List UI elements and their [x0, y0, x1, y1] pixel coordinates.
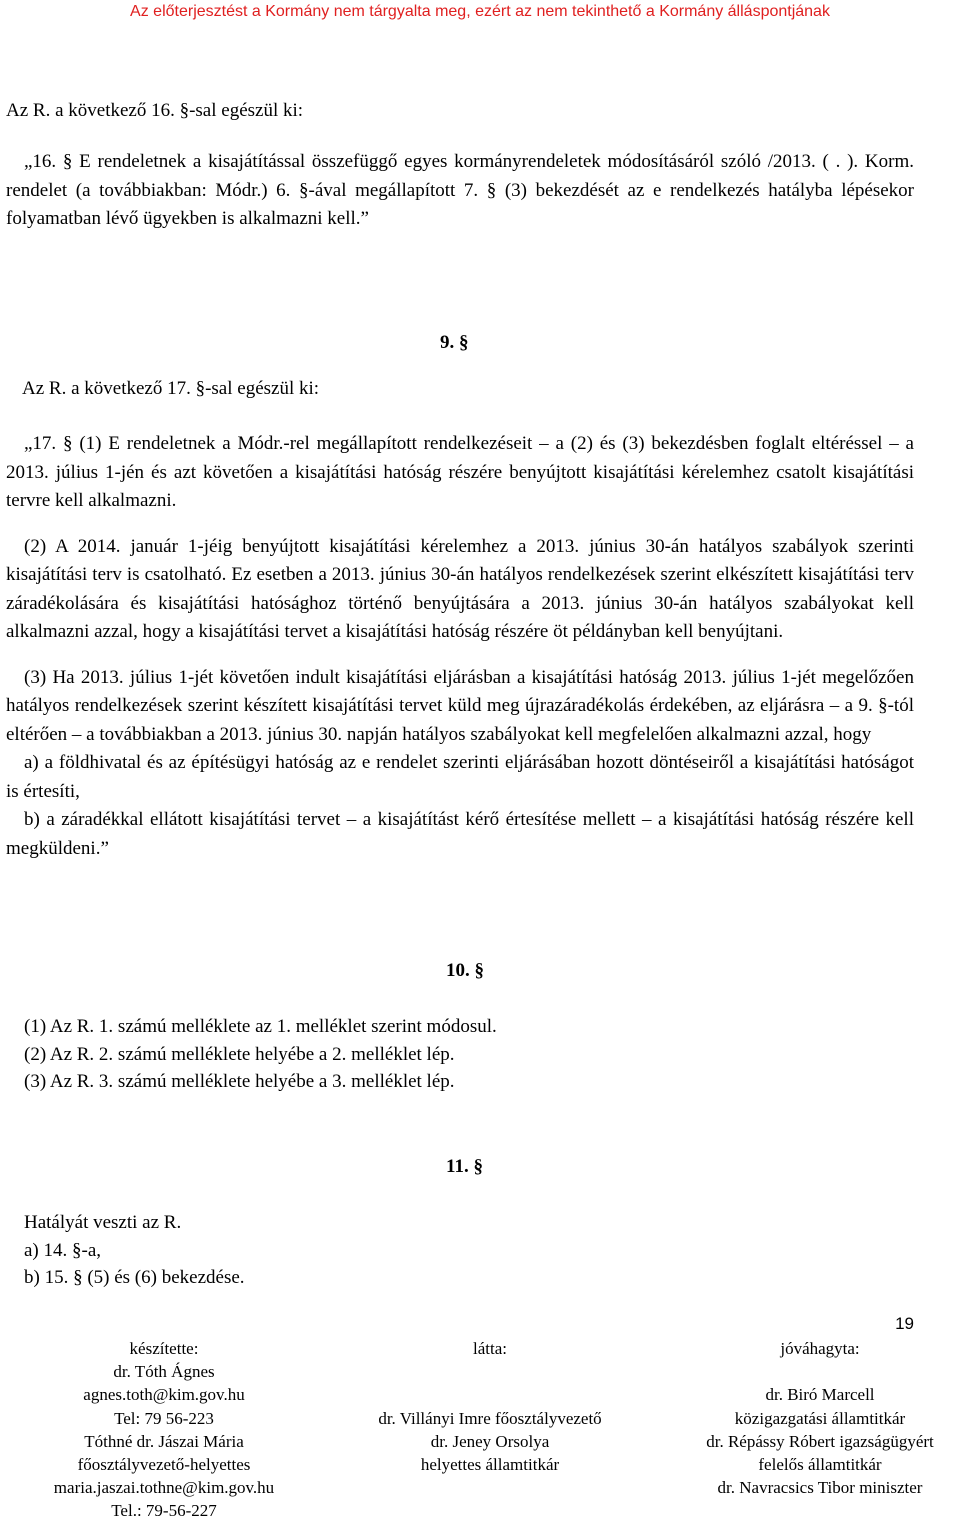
list-item: (1) Az R. 1. számú melléklete az 1. melléklet szerint módosul. [24, 1016, 497, 1037]
paragraph-17-b: b) a záradékkal ellátott kisajátítási tervet – a kisajátítást kérő értesítése mellett – a kisajátítási hatóság részére kell megküldeni.” [6, 809, 914, 859]
intro-17: Az R. a következő 17. §-sal egészül ki: [22, 378, 320, 399]
list-item: (3) Az R. 3. számú melléklete helyébe a 3. melléklet lép. [24, 1071, 455, 1092]
section-10-list [24, 1013, 497, 1096]
paragraph-17-2: (2) A 2014. január 1-jéig benyújtott kisajátítási kérelemhez a 2013. június 30-án hatályos szabályok szerinti kisajátítási terv is csatolható. Ez esetben a 2013. június 30-án hatályos rendelkezések szerint elkészített kisajátítási terv záradékolására és kisajátítási hatósághoz történő benyújtására a 2013. június 30-án hatályos szabályokat kell alkalmazni azzal, hogy a kisajátítási tervet a kisajátítási hatóság részére öt példányban kell benyújtani. [6, 535, 914, 642]
section-9-heading: 9. § [440, 332, 469, 353]
paragraph-16: „16. § E rendeletnek a kisajátítással összefüggő egyes kormányrendeletek módosításáról szóló /2013. ( . ). Korm. rendelet (a továbbiakban: Módr.) 6. §-ával megállapított 7. § (3) bekezdését az e rendelkezés hatályba lépésekor folyamatban lévő ügyekben is alkalmazni kell.” [6, 151, 914, 229]
paragraph-17-1: „17. § (1) E rendeletnek a Módr.-rel megállapított rendelkezéseit – a (2) és (3) bekezdésben foglalt eltéréssel – a 2013. július 1-jén és azt követően a kisajátítási hatóság részére benyújtott kisajátítási kérelemhez csatolt kisajátítási tervre kell alkalmazni. [6, 433, 914, 511]
page-number: 19 [895, 1314, 914, 1333]
list-item: a) 14. §-a, [24, 1239, 102, 1261]
signature-block-approved: jóváhagyta: dr. Biró Marcell közigazgatási államtitkár dr. Répássy Róbert igazságügyért felelős államtitkár dr. Navracsics Tibor miniszter [706, 1339, 934, 1498]
signature-block-reviewed: látta: dr. Villányi Imre főosztályvezető dr. Jeney Orsolya helyettes államtitkár [378, 1339, 602, 1474]
signature-block-prepared: készítette: dr. Tóth Ágnes agnes.toth@kim.gov.hu Tel: 79 56-223 Tóthné dr. Jászai Mária főosztályvezető-helyettes maria.jaszai.tothne@kim.gov.hu Tel.: 79-56-227 [53, 1339, 275, 1521]
paragraph-17-3: (3) Ha 2013. július 1-jét követően indult kisajátítási eljárásban a kisajátítási hatóság 2013. július 1-jét megelőzően hatályos rendelkezések szerint készített kisajátítási tervet küld meg újrazáradékolás érdekében, az eljárásra – a 9. §-tól eltérően – a továbbiakban a 2013. június 30. napján hatályos szabályokat kell megfelelően alkalmazni azzal, hogy [6, 666, 914, 745]
section-10-heading: 10. § [446, 960, 484, 981]
section-11-list [24, 1209, 245, 1292]
section-11-heading: 11. § [446, 1156, 483, 1177]
draft-disclaimer-header: Az előterjesztést a Kormány nem tárgyalta meg, ezért az nem tekinthető a Kormány álláspontjának [130, 3, 830, 20]
paragraph-17-a: a) a földhivatal és az építésügyi hatóság az e rendelet szerinti eljárásában hozott döntéseiről a kisajátítási hatóságot is értesíti, [6, 752, 914, 802]
paragraph-17 [6, 430, 914, 863]
list-item: Hatályát veszti az R. [24, 1212, 182, 1233]
intro-16: Az R. a következő 16. §-sal egészül ki: [6, 100, 304, 121]
list-item: b) 15. § (5) és (6) bekezdése. [24, 1267, 245, 1288]
list-item: (2) Az R. 2. számú melléklete helyébe a 2. melléklet lép. [24, 1043, 455, 1065]
